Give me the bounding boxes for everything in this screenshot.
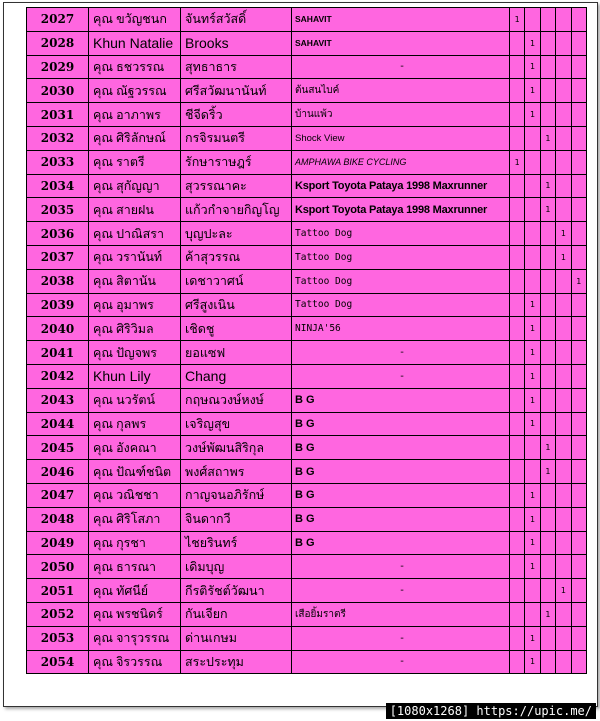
category-mark-cell: 1 xyxy=(525,531,540,555)
first-name-cell: คุณ ปัณฑ์ชนิต xyxy=(89,460,181,484)
first-name-cell: คุณ ปาณิสรา xyxy=(89,222,181,246)
row-number: 2039 xyxy=(27,293,89,317)
category-mark-cell: 1 xyxy=(525,650,540,674)
category-mark-cell xyxy=(510,269,525,293)
category-mark-cell xyxy=(510,555,525,579)
category-mark-cell xyxy=(556,79,571,103)
category-mark-cell xyxy=(510,579,525,603)
team-cell: Ksport Toyota Pataya 1998 Maxrunner xyxy=(292,174,510,198)
table-row xyxy=(27,293,587,317)
team-cell: B G xyxy=(292,507,510,531)
category-mark-cell xyxy=(540,507,555,531)
category-mark-cell xyxy=(510,626,525,650)
category-mark-cell xyxy=(556,555,571,579)
last-name-cell: Brooks xyxy=(181,31,292,55)
last-name-cell: บุญปะละ xyxy=(181,222,292,246)
row-number: 2052 xyxy=(27,602,89,626)
category-mark-cell: 1 xyxy=(556,245,571,269)
row-number: 2051 xyxy=(27,579,89,603)
category-mark-cell xyxy=(571,388,586,412)
team-cell: - xyxy=(292,579,510,603)
category-mark-cell: 1 xyxy=(556,222,571,246)
category-mark-cell xyxy=(510,507,525,531)
category-mark-cell xyxy=(540,317,555,341)
category-mark-cell xyxy=(556,650,571,674)
last-name-cell: รักษาราษฎร์ xyxy=(181,150,292,174)
category-mark-cell xyxy=(525,245,540,269)
category-mark-cell xyxy=(571,412,586,436)
team-cell: - xyxy=(292,364,510,388)
category-mark-cell xyxy=(571,531,586,555)
category-mark-cell: 1 xyxy=(525,555,540,579)
last-name-cell: ชีจีดริ้ว xyxy=(181,103,292,127)
category-mark-cell xyxy=(510,317,525,341)
table-row xyxy=(27,245,587,269)
last-name-cell: ศรีสูงเนิน xyxy=(181,293,292,317)
document-page xyxy=(3,2,598,707)
category-mark-cell xyxy=(540,626,555,650)
category-mark-cell xyxy=(510,412,525,436)
category-mark-cell xyxy=(571,602,586,626)
category-mark-cell xyxy=(540,531,555,555)
category-mark-cell xyxy=(556,31,571,55)
first-name-cell: คุณ ขวัญชนก xyxy=(89,8,181,32)
category-mark-cell xyxy=(556,293,571,317)
last-name-cell: เดชาวาศน์ xyxy=(181,269,292,293)
row-number: 2049 xyxy=(27,531,89,555)
row-number: 2028 xyxy=(27,31,89,55)
last-name-cell: เดิมบุญ xyxy=(181,555,292,579)
category-mark-cell xyxy=(510,341,525,365)
row-number: 2046 xyxy=(27,460,89,484)
team-cell: - xyxy=(292,650,510,674)
first-name-cell: คุณ วณิชชา xyxy=(89,483,181,507)
table-row xyxy=(27,317,587,341)
row-number: 2050 xyxy=(27,555,89,579)
category-mark-cell xyxy=(510,103,525,127)
category-mark-cell: 1 xyxy=(571,269,586,293)
table-row xyxy=(27,55,587,79)
last-name-cell: กีรติรัชต์วัฒนา xyxy=(181,579,292,603)
category-mark-cell xyxy=(571,555,586,579)
row-number: 2031 xyxy=(27,103,89,127)
category-mark-cell: 1 xyxy=(540,602,555,626)
category-mark-cell: 1 xyxy=(510,8,525,32)
team-cell: Tattoo Dog xyxy=(292,293,510,317)
last-name-cell: จินดากวี xyxy=(181,507,292,531)
category-mark-cell xyxy=(571,293,586,317)
category-mark-cell xyxy=(540,79,555,103)
table-row xyxy=(27,79,587,103)
category-mark-cell xyxy=(571,483,586,507)
last-name-cell: สุวรรณาคะ xyxy=(181,174,292,198)
team-cell: ต้นสนไบค์ xyxy=(292,79,510,103)
last-name-cell: ศรีสวัฒนานันท์ xyxy=(181,79,292,103)
category-mark-cell xyxy=(540,222,555,246)
row-number: 2045 xyxy=(27,436,89,460)
table-row xyxy=(27,650,587,674)
category-mark-cell xyxy=(571,317,586,341)
category-mark-cell xyxy=(510,222,525,246)
category-mark-cell xyxy=(540,341,555,365)
team-cell: SAHAVIT xyxy=(292,8,510,32)
last-name-cell: ไชยรินทร์ xyxy=(181,531,292,555)
first-name-cell: คุณ ศิริลักษณ์ xyxy=(89,126,181,150)
category-mark-cell xyxy=(540,483,555,507)
last-name-cell: กฤษณวงษ์หงษ์ xyxy=(181,388,292,412)
category-mark-cell xyxy=(556,269,571,293)
category-mark-cell xyxy=(571,174,586,198)
category-mark-cell xyxy=(571,626,586,650)
category-mark-cell xyxy=(540,388,555,412)
row-number: 2041 xyxy=(27,341,89,365)
team-cell: Tattoo Dog xyxy=(292,245,510,269)
first-name-cell: คุณ นวรัตน์ xyxy=(89,388,181,412)
category-mark-cell: 1 xyxy=(525,364,540,388)
table-row xyxy=(27,483,587,507)
table-row xyxy=(27,31,587,55)
category-mark-cell xyxy=(540,364,555,388)
category-mark-cell xyxy=(571,103,586,127)
category-mark-cell: 1 xyxy=(525,388,540,412)
last-name-cell: กาญจนอภิรักษ์ xyxy=(181,483,292,507)
category-mark-cell xyxy=(540,269,555,293)
row-number: 2047 xyxy=(27,483,89,507)
row-number: 2034 xyxy=(27,174,89,198)
category-mark-cell xyxy=(525,436,540,460)
first-name-cell: คุณ จิรวรรณ xyxy=(89,650,181,674)
category-mark-cell xyxy=(540,650,555,674)
team-cell: - xyxy=(292,555,510,579)
category-mark-cell xyxy=(556,174,571,198)
first-name-cell: คุณ พรชนิดร์ xyxy=(89,602,181,626)
team-cell: บ้านแพ้ว xyxy=(292,103,510,127)
table-row xyxy=(27,531,587,555)
first-name-cell: คุณ วรานันท์ xyxy=(89,245,181,269)
category-mark-cell xyxy=(540,55,555,79)
category-mark-cell xyxy=(556,531,571,555)
category-mark-cell: 1 xyxy=(525,31,540,55)
row-number: 2029 xyxy=(27,55,89,79)
category-mark-cell xyxy=(510,364,525,388)
team-cell: B G xyxy=(292,388,510,412)
category-mark-cell: 1 xyxy=(540,198,555,222)
team-cell: - xyxy=(292,341,510,365)
first-name-cell: คุณ สิตานัน xyxy=(89,269,181,293)
category-mark-cell xyxy=(556,412,571,436)
category-mark-cell xyxy=(525,579,540,603)
row-number: 2044 xyxy=(27,412,89,436)
last-name-cell: จันทร์สวัสดิ์ xyxy=(181,8,292,32)
row-number: 2030 xyxy=(27,79,89,103)
category-mark-cell xyxy=(571,650,586,674)
category-mark-cell xyxy=(571,31,586,55)
row-number: 2035 xyxy=(27,198,89,222)
category-mark-cell: 1 xyxy=(525,483,540,507)
category-mark-cell xyxy=(540,31,555,55)
team-cell: B G xyxy=(292,412,510,436)
first-name-cell: คุณ ราตรี xyxy=(89,150,181,174)
last-name-cell: วงษ์พัฒนสิริกุล xyxy=(181,436,292,460)
first-name-cell: คุณ อาภาพร xyxy=(89,103,181,127)
category-mark-cell xyxy=(571,126,586,150)
category-mark-cell xyxy=(556,150,571,174)
row-number: 2036 xyxy=(27,222,89,246)
row-number: 2053 xyxy=(27,626,89,650)
category-mark-cell xyxy=(556,626,571,650)
category-mark-cell xyxy=(525,602,540,626)
category-mark-cell xyxy=(510,174,525,198)
team-cell: Tattoo Dog xyxy=(292,269,510,293)
category-mark-cell xyxy=(540,412,555,436)
category-mark-cell xyxy=(556,507,571,531)
category-mark-cell xyxy=(571,341,586,365)
table-row xyxy=(27,507,587,531)
category-mark-cell: 1 xyxy=(525,293,540,317)
first-name-cell: คุณ ธารณา xyxy=(89,555,181,579)
category-mark-cell xyxy=(510,293,525,317)
category-mark-cell xyxy=(556,364,571,388)
category-mark-cell xyxy=(525,126,540,150)
first-name-cell: คุณ สายฝน xyxy=(89,198,181,222)
row-number: 2042 xyxy=(27,364,89,388)
last-name-cell: แก้วกำจายกิญโญ xyxy=(181,198,292,222)
category-mark-cell xyxy=(556,460,571,484)
first-name-cell: คุณ กุลพร xyxy=(89,412,181,436)
table-row xyxy=(27,269,587,293)
first-name-cell: คุณ กุรชา xyxy=(89,531,181,555)
category-mark-cell xyxy=(571,198,586,222)
category-mark-cell xyxy=(510,460,525,484)
row-number: 2054 xyxy=(27,650,89,674)
last-name-cell: สระประทุม xyxy=(181,650,292,674)
category-mark-cell: 1 xyxy=(525,79,540,103)
category-mark-cell: 1 xyxy=(556,579,571,603)
category-mark-cell xyxy=(510,531,525,555)
team-cell: Shock View xyxy=(292,126,510,150)
category-mark-cell xyxy=(510,602,525,626)
category-mark-cell xyxy=(556,436,571,460)
team-cell: NINJA'56 xyxy=(292,317,510,341)
last-name-cell: เจริญสุข xyxy=(181,412,292,436)
last-name-cell: กันเจียก xyxy=(181,602,292,626)
category-mark-cell: 1 xyxy=(540,436,555,460)
category-mark-cell xyxy=(510,126,525,150)
category-mark-cell xyxy=(525,460,540,484)
category-mark-cell: 1 xyxy=(540,460,555,484)
category-mark-cell xyxy=(556,103,571,127)
category-mark-cell: 1 xyxy=(525,412,540,436)
category-mark-cell xyxy=(525,269,540,293)
category-mark-cell xyxy=(571,79,586,103)
row-number: 2033 xyxy=(27,150,89,174)
row-number: 2027 xyxy=(27,8,89,32)
last-name-cell: สุทธาธาร xyxy=(181,55,292,79)
team-cell: B G xyxy=(292,483,510,507)
category-mark-cell xyxy=(556,317,571,341)
team-cell: B G xyxy=(292,436,510,460)
first-name-cell: คุณ ศิริโสภา xyxy=(89,507,181,531)
category-mark-cell: 1 xyxy=(525,55,540,79)
category-mark-cell xyxy=(510,31,525,55)
category-mark-cell xyxy=(510,79,525,103)
category-mark-cell xyxy=(571,507,586,531)
table-row xyxy=(27,341,587,365)
category-mark-cell xyxy=(525,198,540,222)
category-mark-cell xyxy=(540,579,555,603)
team-cell: เสือยิ้มราตรี xyxy=(292,602,510,626)
table-row xyxy=(27,388,587,412)
category-mark-cell xyxy=(525,222,540,246)
table-row xyxy=(27,555,587,579)
category-mark-cell: 1 xyxy=(510,150,525,174)
category-mark-cell: 1 xyxy=(525,317,540,341)
row-number: 2038 xyxy=(27,269,89,293)
last-name-cell: ด่านเกษม xyxy=(181,626,292,650)
row-number: 2043 xyxy=(27,388,89,412)
category-mark-cell xyxy=(540,293,555,317)
category-mark-cell xyxy=(525,8,540,32)
category-mark-cell xyxy=(556,602,571,626)
table-row xyxy=(27,626,587,650)
category-mark-cell xyxy=(571,8,586,32)
table-row xyxy=(27,222,587,246)
table-row xyxy=(27,460,587,484)
last-name-cell: กรจิรมนตรี xyxy=(181,126,292,150)
team-cell: SAHAVIT xyxy=(292,31,510,55)
first-name-cell: คุณ ทัศนีย์ xyxy=(89,579,181,603)
team-cell: Ksport Toyota Pataya 1998 Maxrunner xyxy=(292,198,510,222)
category-mark-cell xyxy=(540,103,555,127)
category-mark-cell xyxy=(510,483,525,507)
category-mark-cell: 1 xyxy=(525,507,540,531)
category-mark-cell: 1 xyxy=(525,626,540,650)
table-row xyxy=(27,150,587,174)
category-mark-cell xyxy=(510,436,525,460)
first-name-cell: Khun Lily xyxy=(89,364,181,388)
table-row xyxy=(27,126,587,150)
category-mark-cell: 1 xyxy=(525,341,540,365)
table-row xyxy=(27,174,587,198)
first-name-cell: คุณ ธชวรรณ xyxy=(89,55,181,79)
team-cell: - xyxy=(292,626,510,650)
participant-table xyxy=(26,7,587,674)
last-name-cell: Chang xyxy=(181,364,292,388)
table-row xyxy=(27,579,587,603)
category-mark-cell xyxy=(510,245,525,269)
category-mark-cell xyxy=(571,579,586,603)
table-row xyxy=(27,602,587,626)
category-mark-cell: 1 xyxy=(525,103,540,127)
team-cell: Tattoo Dog xyxy=(292,222,510,246)
category-mark-cell xyxy=(556,55,571,79)
category-mark-cell xyxy=(571,55,586,79)
team-cell: AMPHAWA BIKE CYCLING xyxy=(292,150,510,174)
category-mark-cell xyxy=(540,245,555,269)
row-number: 2037 xyxy=(27,245,89,269)
category-mark-cell xyxy=(510,55,525,79)
table-row xyxy=(27,364,587,388)
row-number: 2032 xyxy=(27,126,89,150)
team-cell: B G xyxy=(292,460,510,484)
watermark-label: [1080x1268] https://upic.me/ xyxy=(386,703,596,719)
first-name-cell: คุณ อังคณา xyxy=(89,436,181,460)
first-name-cell: คุณ จารุวรรณ xyxy=(89,626,181,650)
last-name-cell: เชิดชู xyxy=(181,317,292,341)
first-name-cell: คุณ สุกัญญา xyxy=(89,174,181,198)
table-row xyxy=(27,436,587,460)
category-mark-cell xyxy=(571,364,586,388)
category-mark-cell xyxy=(556,341,571,365)
table-row xyxy=(27,198,587,222)
category-mark-cell: 1 xyxy=(540,126,555,150)
category-mark-cell xyxy=(556,483,571,507)
category-mark-cell xyxy=(540,555,555,579)
category-mark-cell: 1 xyxy=(540,174,555,198)
last-name-cell: พงศ์สถาพร xyxy=(181,460,292,484)
category-mark-cell xyxy=(571,150,586,174)
category-mark-cell xyxy=(556,8,571,32)
category-mark-cell xyxy=(571,222,586,246)
category-mark-cell xyxy=(571,436,586,460)
category-mark-cell xyxy=(571,460,586,484)
category-mark-cell xyxy=(510,650,525,674)
first-name-cell: คุณ ณัฐวรรณ xyxy=(89,79,181,103)
first-name-cell: Khun Natalie xyxy=(89,31,181,55)
category-mark-cell xyxy=(525,150,540,174)
category-mark-cell xyxy=(510,388,525,412)
last-name-cell: ค้าสุวรรณ xyxy=(181,245,292,269)
category-mark-cell xyxy=(556,388,571,412)
first-name-cell: คุณ อุมาพร xyxy=(89,293,181,317)
category-mark-cell xyxy=(510,198,525,222)
table-row xyxy=(27,412,587,436)
row-number: 2040 xyxy=(27,317,89,341)
category-mark-cell xyxy=(556,126,571,150)
category-mark-cell xyxy=(571,245,586,269)
category-mark-cell xyxy=(540,8,555,32)
team-cell: - xyxy=(292,55,510,79)
category-mark-cell xyxy=(540,150,555,174)
row-number: 2048 xyxy=(27,507,89,531)
table-row xyxy=(27,8,587,32)
category-mark-cell xyxy=(556,198,571,222)
first-name-cell: คุณ ศิริวิมล xyxy=(89,317,181,341)
table-row xyxy=(27,103,587,127)
first-name-cell: คุณ ปัญจพร xyxy=(89,341,181,365)
team-cell: B G xyxy=(292,531,510,555)
last-name-cell: ยอแซฟ xyxy=(181,341,292,365)
category-mark-cell xyxy=(525,174,540,198)
